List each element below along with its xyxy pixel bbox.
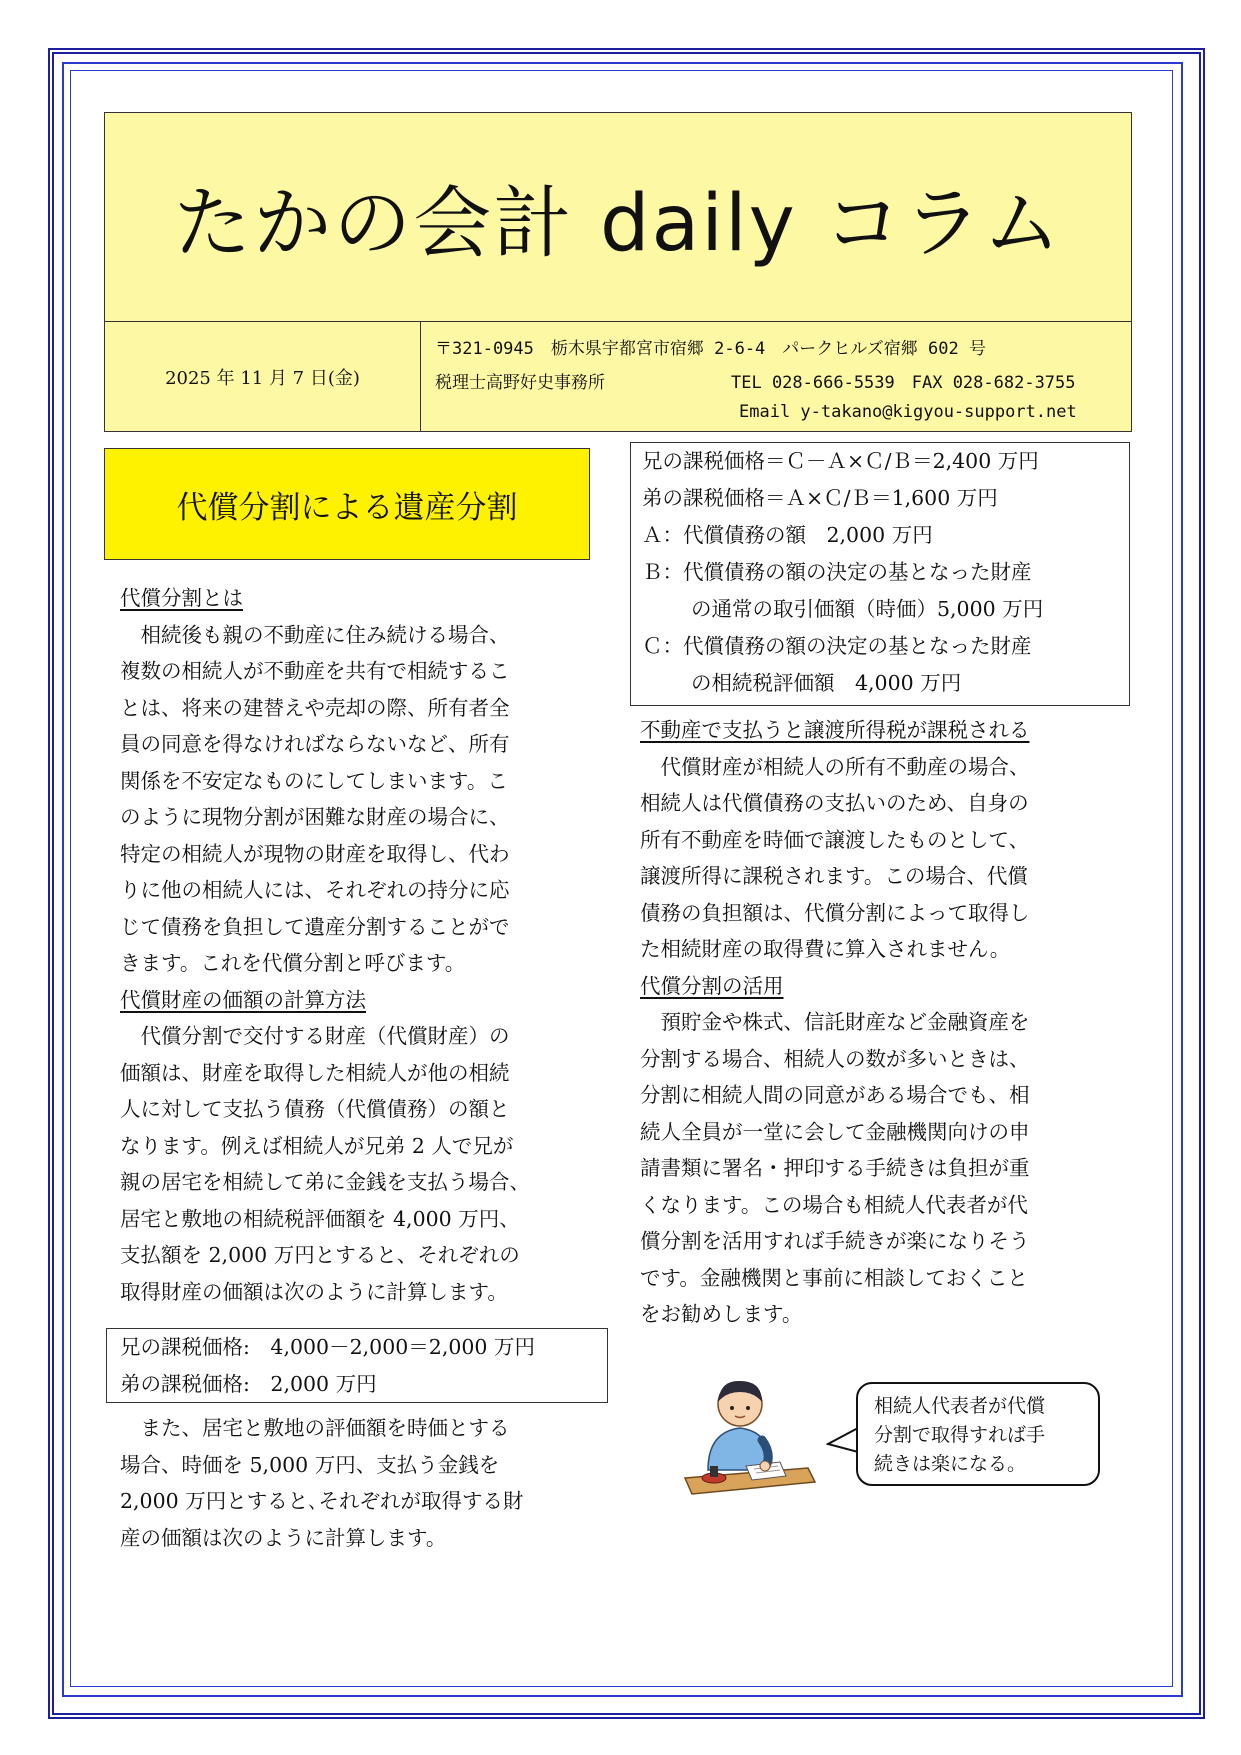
text-line: 複数の相続人が不動産を共有で相続するこ bbox=[120, 659, 510, 683]
text-line: 分割に相続人間の同意がある場合でも、相 bbox=[640, 1083, 1030, 1107]
text-line: 居宅と敷地の相続税評価額を 4,000 万円、 bbox=[120, 1206, 520, 1231]
issue-date: 2025 年 11 月 7 日(金) bbox=[105, 322, 421, 432]
formula-line: Ａ：代償債務の額 2,000 万円 bbox=[642, 523, 933, 547]
text-line: 2,000 万円とすると､それぞれが取得する財 bbox=[120, 1489, 524, 1513]
header-info-row bbox=[105, 321, 1131, 432]
speech-line: 分割で取得すれば手 bbox=[874, 1424, 1046, 1446]
text-line: 価額は、財産を取得した相続人が他の相続 bbox=[120, 1060, 510, 1085]
text-line: 支払額を 2,000 万円とすると、それぞれの bbox=[120, 1243, 520, 1267]
speech-line: 相続人代表者が代償 bbox=[874, 1395, 1046, 1417]
text-line: とは、将来の建替えや売却の際、所有者全 bbox=[120, 695, 510, 720]
text-line: 産の価額は次のように計算します。 bbox=[120, 1525, 447, 1550]
text-line: 代償分割で交付する財産（代償財産）の bbox=[140, 1024, 510, 1048]
formula-left bbox=[120, 1329, 535, 1403]
formula-right bbox=[642, 443, 1043, 702]
section-heading: 代償財産の価額の計算方法 bbox=[120, 987, 366, 1012]
text-line: きます。これを代償分割と呼びます。 bbox=[120, 951, 466, 975]
article-title: 代償分割による遺産分割 bbox=[104, 448, 590, 560]
speech-bubble bbox=[856, 1382, 1100, 1486]
text-line: 相続人は代償債務の支払いのため、自身の bbox=[640, 791, 1029, 815]
text-line: 請書類に署名・押印する手続きは負担が重 bbox=[640, 1156, 1030, 1180]
paragraph bbox=[640, 1004, 1130, 1333]
formula-line: の相続税評価額 4,000 万円 bbox=[691, 671, 962, 695]
text-line: 人に対して支払う債務（代償債務）の額と bbox=[120, 1097, 510, 1121]
text-line: りに他の相続人には、それぞれの持分に応 bbox=[120, 878, 510, 902]
text-line: また、居宅と敷地の評価額を時価とする bbox=[140, 1416, 510, 1440]
formula-line: 兄の課税価格: 4,000－2,000＝2,000 万円 bbox=[120, 1335, 535, 1359]
section-heading: 代償分割の活用 bbox=[640, 973, 784, 998]
text-line: をお勧めします。 bbox=[640, 1302, 803, 1326]
text-line: 特定の相続人が現物の財産を取得し、代わ bbox=[120, 841, 510, 866]
paragraph bbox=[120, 1410, 608, 1556]
newsletter-header bbox=[104, 112, 1132, 432]
formula-line: Ｃ：代償債務の額の決定の基となった財産 bbox=[642, 634, 1032, 658]
section-heading: 代償分割とは bbox=[120, 586, 243, 610]
text-line: 預貯金や株式、信託財産など金融資産を bbox=[660, 1010, 1030, 1034]
text-line: 償分割を活用すれば手続きが楽になりそう bbox=[640, 1229, 1030, 1253]
paragraph bbox=[120, 617, 608, 982]
text-line: のように現物分割が困難な財産の場合に、 bbox=[120, 805, 510, 829]
text-line: じて債務を負担して遺産分割することがで bbox=[120, 914, 510, 939]
text-line: 関係を不安定なものにしてしまいます。こ bbox=[120, 768, 508, 793]
newsletter-title: たかの会計 daily コラム bbox=[173, 179, 1063, 269]
text-line: 譲渡所得に課税されます。この場合、代償 bbox=[640, 864, 1028, 888]
office-info bbox=[435, 322, 1121, 432]
formula-line: 兄の課税価格＝Ｃ－Ａ×Ｃ/Ｂ＝2,400 万円 bbox=[642, 449, 1039, 473]
formula-line: 弟の課税価格: 2,000 万円 bbox=[120, 1372, 377, 1396]
paragraph bbox=[640, 749, 1130, 968]
text-line: くなります。この場合も相続人代表者が代 bbox=[640, 1192, 1028, 1217]
text-line: 取得財産の価額は次のように計算します。 bbox=[120, 1279, 508, 1304]
text-line: 代償財産が相続人の所有不動産の場合、 bbox=[660, 754, 1030, 779]
formula-line: Ｂ：代償債務の額の決定の基となった財産 bbox=[642, 560, 1032, 584]
text-line: 場合、時価を 5,000 万円、支払う金銭を bbox=[120, 1452, 500, 1477]
section-heading: 不動産で支払うと譲渡所得税が課税される bbox=[640, 718, 1030, 742]
text-line: 親の居宅を相続して弟に金銭を支払う場合、 bbox=[120, 1170, 530, 1194]
formula-line: 弟の課税価格＝Ａ×Ｃ/Ｂ＝1,600 万円 bbox=[642, 486, 998, 510]
speech-line: 続きは楽になる。 bbox=[874, 1453, 1027, 1475]
text-line: なります。例えば相続人が兄弟 2 人で兄が bbox=[120, 1133, 514, 1158]
text-line: 債務の負担額は、代償分割によって取得し bbox=[640, 900, 1030, 925]
text-line: 員の同意を得なければならないなど、所有 bbox=[120, 732, 510, 756]
text-line: た相続財産の取得費に算入されません。 bbox=[640, 937, 1011, 961]
paragraph bbox=[120, 1018, 608, 1310]
text-line: 続人全員が一堂に会して金融機関向けの申 bbox=[640, 1119, 1030, 1144]
text-line: 相続後も親の不動産に住み続ける場合、 bbox=[140, 622, 510, 647]
text-line: です。金融機関と事前に相談しておくこと bbox=[640, 1265, 1028, 1290]
left-column bbox=[120, 580, 608, 1310]
right-column bbox=[640, 712, 1130, 1333]
office-name: 税理士高野好史事務所 bbox=[435, 373, 605, 393]
formula-line: の通常の取引価額（時価）5,000 万円 bbox=[691, 597, 1044, 621]
text-line: 分割する場合、相続人の数が多いときは、 bbox=[640, 1046, 1030, 1071]
office-phone-fax: TEL 028-666-5539 FAX 028-682-3755 bbox=[731, 373, 1076, 393]
text-line: 所有不動産を時価で譲渡したものとして、 bbox=[640, 827, 1030, 852]
person-signing-illustration bbox=[680, 1370, 820, 1500]
office-email: Email y-takano@kigyou-support.net bbox=[739, 402, 1077, 422]
office-address: 〒321-0945 栃木県宇都宮市宿郷 2-6-4 パークヒルズ宿郷 602 号 bbox=[435, 339, 986, 359]
